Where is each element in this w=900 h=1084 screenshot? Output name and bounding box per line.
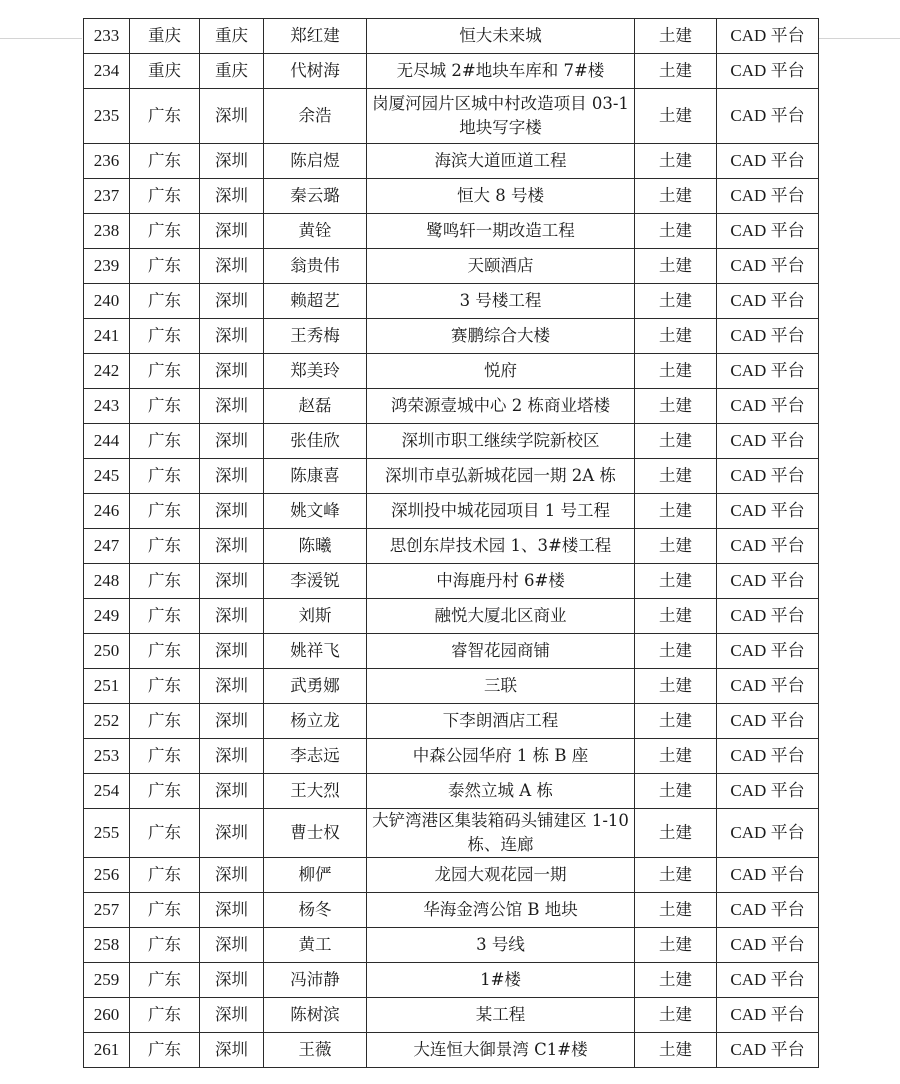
province-cell: 广东	[130, 459, 200, 494]
table-row	[84, 214, 819, 249]
platform-cell: CAD 平台	[717, 144, 819, 179]
platform-cell: CAD 平台	[717, 214, 819, 249]
table-row	[84, 634, 819, 669]
name-cell: 陈康喜	[264, 459, 367, 494]
project-cell: 3 号楼工程	[367, 284, 635, 319]
name-cell: 王大烈	[264, 774, 367, 809]
major-cell: 土建	[635, 1033, 717, 1068]
major-cell: 土建	[635, 774, 717, 809]
project-cell: 深圳市职工继续学院新校区	[367, 424, 635, 459]
province-cell: 广东	[130, 739, 200, 774]
name-cell: 杨立龙	[264, 704, 367, 739]
name-cell: 姚祥飞	[264, 634, 367, 669]
major-cell: 土建	[635, 634, 717, 669]
project-cell: 恒大未来城	[367, 19, 635, 54]
table-row	[84, 319, 819, 354]
project-cell: 悦府	[367, 354, 635, 389]
project-cell: 龙园大观花园一期	[367, 858, 635, 893]
row-number: 236	[84, 144, 130, 179]
name-cell: 翁贵伟	[264, 249, 367, 284]
name-cell: 李湲锐	[264, 564, 367, 599]
province-cell: 重庆	[130, 19, 200, 54]
table-row	[84, 998, 819, 1033]
name-cell: 李志远	[264, 739, 367, 774]
province-cell: 广东	[130, 494, 200, 529]
province-cell: 广东	[130, 704, 200, 739]
table-row	[84, 179, 819, 214]
row-number: 249	[84, 599, 130, 634]
province-cell: 广东	[130, 89, 200, 144]
city-cell: 深圳	[200, 284, 264, 319]
name-cell: 姚文峰	[264, 494, 367, 529]
province-cell: 广东	[130, 564, 200, 599]
project-cell: 华海金湾公馆 B 地块	[367, 893, 635, 928]
row-number: 244	[84, 424, 130, 459]
city-cell: 深圳	[200, 739, 264, 774]
city-cell: 深圳	[200, 858, 264, 893]
city-cell: 深圳	[200, 494, 264, 529]
city-cell: 深圳	[200, 89, 264, 144]
city-cell: 深圳	[200, 144, 264, 179]
table-row	[84, 564, 819, 599]
project-cell: 赛鹏综合大楼	[367, 319, 635, 354]
row-number: 259	[84, 963, 130, 998]
city-cell: 深圳	[200, 529, 264, 564]
major-cell: 土建	[635, 459, 717, 494]
city-cell: 深圳	[200, 459, 264, 494]
name-cell: 赵磊	[264, 389, 367, 424]
platform-cell: CAD 平台	[717, 424, 819, 459]
table-row	[84, 89, 819, 144]
province-cell: 广东	[130, 389, 200, 424]
table-row	[84, 19, 819, 54]
province-cell: 广东	[130, 858, 200, 893]
province-cell: 广东	[130, 529, 200, 564]
city-cell: 深圳	[200, 928, 264, 963]
major-cell: 土建	[635, 963, 717, 998]
project-cell: 鹭鸣轩一期改造工程	[367, 214, 635, 249]
province-cell: 广东	[130, 354, 200, 389]
name-cell: 陈树滨	[264, 998, 367, 1033]
name-cell: 余浩	[264, 89, 367, 144]
major-cell: 土建	[635, 739, 717, 774]
row-number: 254	[84, 774, 130, 809]
platform-cell: CAD 平台	[717, 19, 819, 54]
name-cell: 黄铨	[264, 214, 367, 249]
province-cell: 广东	[130, 599, 200, 634]
table-row	[84, 809, 819, 858]
city-cell: 深圳	[200, 354, 264, 389]
major-cell: 土建	[635, 424, 717, 459]
platform-cell: CAD 平台	[717, 354, 819, 389]
province-cell: 广东	[130, 179, 200, 214]
province-cell: 广东	[130, 144, 200, 179]
major-cell: 土建	[635, 704, 717, 739]
project-cell: 1#楼	[367, 963, 635, 998]
name-cell: 郑美玲	[264, 354, 367, 389]
platform-cell: CAD 平台	[717, 669, 819, 704]
platform-cell: CAD 平台	[717, 599, 819, 634]
name-cell: 代树海	[264, 54, 367, 89]
project-cell: 大连恒大御景湾 C1#楼	[367, 1033, 635, 1068]
major-cell: 土建	[635, 284, 717, 319]
table-row	[84, 54, 819, 89]
city-cell: 深圳	[200, 704, 264, 739]
table-row	[84, 963, 819, 998]
platform-cell: CAD 平台	[717, 634, 819, 669]
project-cell: 海滨大道匝道工程	[367, 144, 635, 179]
platform-cell: CAD 平台	[717, 389, 819, 424]
major-cell: 土建	[635, 809, 717, 858]
city-cell: 深圳	[200, 389, 264, 424]
page-rule-left	[0, 38, 82, 39]
major-cell: 土建	[635, 928, 717, 963]
province-cell: 广东	[130, 249, 200, 284]
row-number: 241	[84, 319, 130, 354]
platform-cell: CAD 平台	[717, 893, 819, 928]
row-number: 233	[84, 19, 130, 54]
table-row	[84, 599, 819, 634]
province-cell: 广东	[130, 1033, 200, 1068]
platform-cell: CAD 平台	[717, 564, 819, 599]
table-row	[84, 774, 819, 809]
name-cell: 武勇娜	[264, 669, 367, 704]
major-cell: 土建	[635, 529, 717, 564]
table-row	[84, 893, 819, 928]
project-cell: 恒大 8 号楼	[367, 179, 635, 214]
major-cell: 土建	[635, 599, 717, 634]
major-cell: 土建	[635, 669, 717, 704]
city-cell: 重庆	[200, 54, 264, 89]
major-cell: 土建	[635, 998, 717, 1033]
name-cell: 杨冬	[264, 893, 367, 928]
row-number: 253	[84, 739, 130, 774]
major-cell: 土建	[635, 179, 717, 214]
major-cell: 土建	[635, 54, 717, 89]
city-cell: 深圳	[200, 634, 264, 669]
project-cell: 泰然立城 A 栋	[367, 774, 635, 809]
platform-cell: CAD 平台	[717, 739, 819, 774]
row-number: 252	[84, 704, 130, 739]
table-row	[84, 389, 819, 424]
city-cell: 深圳	[200, 599, 264, 634]
project-cell: 鸿荣源壹城中心 2 栋商业塔楼	[367, 389, 635, 424]
major-cell: 土建	[635, 319, 717, 354]
row-number: 239	[84, 249, 130, 284]
city-cell: 深圳	[200, 319, 264, 354]
row-number: 251	[84, 669, 130, 704]
table-row	[84, 928, 819, 963]
row-number: 240	[84, 284, 130, 319]
name-cell: 曹士权	[264, 809, 367, 858]
province-cell: 广东	[130, 893, 200, 928]
city-cell: 深圳	[200, 669, 264, 704]
platform-cell: CAD 平台	[717, 249, 819, 284]
name-cell: 陈启煜	[264, 144, 367, 179]
row-number: 250	[84, 634, 130, 669]
city-cell: 深圳	[200, 214, 264, 249]
platform-cell: CAD 平台	[717, 928, 819, 963]
name-cell: 郑红建	[264, 19, 367, 54]
project-cell: 深圳投中城花园项目 1 号工程	[367, 494, 635, 529]
major-cell: 土建	[635, 494, 717, 529]
platform-cell: CAD 平台	[717, 319, 819, 354]
row-number: 256	[84, 858, 130, 893]
province-cell: 广东	[130, 809, 200, 858]
table-row	[84, 1033, 819, 1068]
major-cell: 土建	[635, 858, 717, 893]
city-cell: 重庆	[200, 19, 264, 54]
platform-cell: CAD 平台	[717, 529, 819, 564]
province-cell: 广东	[130, 319, 200, 354]
major-cell: 土建	[635, 389, 717, 424]
row-number: 245	[84, 459, 130, 494]
platform-cell: CAD 平台	[717, 459, 819, 494]
table-row	[84, 529, 819, 564]
project-cell: 某工程	[367, 998, 635, 1033]
platform-cell: CAD 平台	[717, 179, 819, 214]
roster-body	[84, 19, 819, 1068]
table-row	[84, 739, 819, 774]
name-cell: 赖超艺	[264, 284, 367, 319]
city-cell: 深圳	[200, 893, 264, 928]
name-cell: 王薇	[264, 1033, 367, 1068]
platform-cell: CAD 平台	[717, 284, 819, 319]
name-cell: 刘斯	[264, 599, 367, 634]
row-number: 248	[84, 564, 130, 599]
row-number: 242	[84, 354, 130, 389]
table-row	[84, 459, 819, 494]
project-cell: 下李朗酒店工程	[367, 704, 635, 739]
city-cell: 深圳	[200, 963, 264, 998]
platform-cell: CAD 平台	[717, 54, 819, 89]
project-cell: 大铲湾港区集装箱码头铺建区 1-10 栋、连廊	[367, 809, 635, 858]
page-rule-right	[818, 38, 900, 39]
city-cell: 深圳	[200, 179, 264, 214]
province-cell: 广东	[130, 963, 200, 998]
project-cell: 岗厦河园片区城中村改造项目 03-1 地块写字楼	[367, 89, 635, 144]
project-cell: 深圳市卓弘新城花园一期 2A 栋	[367, 459, 635, 494]
major-cell: 土建	[635, 214, 717, 249]
table-row	[84, 144, 819, 179]
platform-cell: CAD 平台	[717, 89, 819, 144]
city-cell: 深圳	[200, 1033, 264, 1068]
name-cell: 冯沛静	[264, 963, 367, 998]
project-cell: 无尽城 2#地块车库和 7#楼	[367, 54, 635, 89]
table-row	[84, 249, 819, 284]
name-cell: 黄工	[264, 928, 367, 963]
project-cell: 中海鹿丹村 6#楼	[367, 564, 635, 599]
row-number: 235	[84, 89, 130, 144]
row-number: 255	[84, 809, 130, 858]
major-cell: 土建	[635, 19, 717, 54]
name-cell: 柳俨	[264, 858, 367, 893]
province-cell: 广东	[130, 928, 200, 963]
table-row	[84, 424, 819, 459]
row-number: 243	[84, 389, 130, 424]
name-cell: 秦云璐	[264, 179, 367, 214]
platform-cell: CAD 平台	[717, 963, 819, 998]
city-cell: 深圳	[200, 564, 264, 599]
table-row	[84, 354, 819, 389]
province-cell: 广东	[130, 634, 200, 669]
province-cell: 广东	[130, 424, 200, 459]
project-cell: 天颐酒店	[367, 249, 635, 284]
row-number: 258	[84, 928, 130, 963]
name-cell: 王秀梅	[264, 319, 367, 354]
province-cell: 广东	[130, 284, 200, 319]
city-cell: 深圳	[200, 249, 264, 284]
row-number: 234	[84, 54, 130, 89]
row-number: 246	[84, 494, 130, 529]
major-cell: 土建	[635, 249, 717, 284]
roster-table	[83, 18, 819, 1068]
major-cell: 土建	[635, 144, 717, 179]
project-cell: 中森公园华府 1 栋 B 座	[367, 739, 635, 774]
name-cell: 陈曦	[264, 529, 367, 564]
platform-cell: CAD 平台	[717, 774, 819, 809]
city-cell: 深圳	[200, 424, 264, 459]
major-cell: 土建	[635, 89, 717, 144]
province-cell: 广东	[130, 774, 200, 809]
major-cell: 土建	[635, 893, 717, 928]
province-cell: 广东	[130, 998, 200, 1033]
table-row	[84, 858, 819, 893]
project-cell: 睿智花园商铺	[367, 634, 635, 669]
project-cell: 思创东岸技术园 1、3#楼工程	[367, 529, 635, 564]
row-number: 238	[84, 214, 130, 249]
province-cell: 广东	[130, 669, 200, 704]
province-cell: 广东	[130, 214, 200, 249]
table-row	[84, 704, 819, 739]
province-cell: 重庆	[130, 54, 200, 89]
major-cell: 土建	[635, 564, 717, 599]
table-row	[84, 494, 819, 529]
city-cell: 深圳	[200, 998, 264, 1033]
platform-cell: CAD 平台	[717, 998, 819, 1033]
name-cell: 张佳欣	[264, 424, 367, 459]
row-number: 247	[84, 529, 130, 564]
project-cell: 三联	[367, 669, 635, 704]
platform-cell: CAD 平台	[717, 858, 819, 893]
row-number: 257	[84, 893, 130, 928]
city-cell: 深圳	[200, 774, 264, 809]
platform-cell: CAD 平台	[717, 494, 819, 529]
project-cell: 3 号线	[367, 928, 635, 963]
project-cell: 融悦大厦北区商业	[367, 599, 635, 634]
table-row	[84, 284, 819, 319]
row-number: 260	[84, 998, 130, 1033]
row-number: 261	[84, 1033, 130, 1068]
city-cell: 深圳	[200, 809, 264, 858]
platform-cell: CAD 平台	[717, 809, 819, 858]
row-number: 237	[84, 179, 130, 214]
major-cell: 土建	[635, 354, 717, 389]
platform-cell: CAD 平台	[717, 704, 819, 739]
table-row	[84, 669, 819, 704]
platform-cell: CAD 平台	[717, 1033, 819, 1068]
